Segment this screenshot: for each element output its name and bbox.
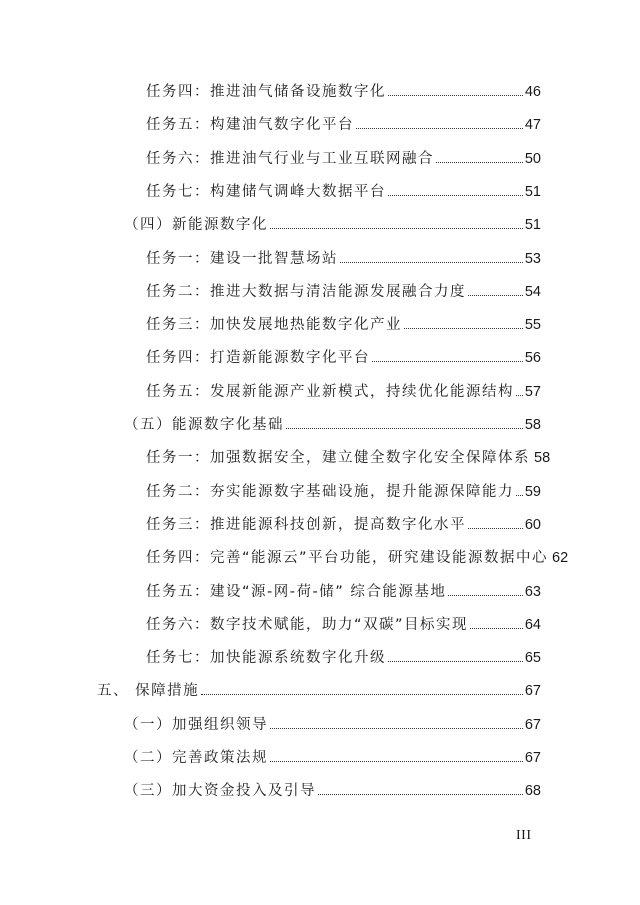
toc-entry-page: 54 bbox=[524, 283, 541, 300]
toc-dot-leader bbox=[516, 394, 523, 396]
toc-entry-label: （五）能源数字化基础 bbox=[124, 417, 284, 433]
toc-entry-page: 51 bbox=[524, 183, 541, 200]
toc-entry[interactable] bbox=[124, 779, 541, 800]
toc-entry[interactable] bbox=[146, 313, 541, 334]
toc-entry[interactable] bbox=[124, 413, 541, 434]
toc-entry[interactable] bbox=[146, 80, 541, 101]
toc-dot-leader bbox=[270, 760, 523, 762]
toc-entry-page: 67 bbox=[524, 683, 541, 700]
toc-entry-page: 67 bbox=[524, 716, 541, 733]
toc-entry-page: 47 bbox=[524, 117, 541, 134]
toc-entry-page: 51 bbox=[524, 217, 541, 234]
toc-entry-label: 五、 保障措施 bbox=[97, 683, 200, 700]
toc-dot-leader bbox=[201, 693, 523, 695]
toc-entry-page: 58 bbox=[524, 417, 541, 433]
toc-entry-page: 58 bbox=[534, 450, 551, 467]
toc-entry[interactable] bbox=[146, 613, 541, 634]
toc-dot-leader bbox=[404, 327, 523, 329]
toc-dot-leader bbox=[388, 194, 523, 196]
toc-entry-label: 任务七：构建储气调峰大数据平台 bbox=[146, 183, 386, 200]
toc-dot-leader bbox=[356, 127, 523, 129]
toc-entry[interactable] bbox=[146, 480, 541, 501]
toc-entry[interactable] bbox=[146, 147, 541, 168]
toc-entry-page: 65 bbox=[524, 650, 541, 667]
toc-dot-leader bbox=[470, 627, 523, 629]
toc-entry[interactable] bbox=[97, 679, 541, 700]
toc-entry-page: 63 bbox=[524, 583, 541, 600]
toc-entry-label: 任务六：数字技术赋能，助力“双碳”目标实现 bbox=[146, 616, 469, 633]
toc-dot-leader bbox=[286, 427, 523, 429]
toc-entry-label: 任务三：推进能源科技创新，提高数字化水平 bbox=[146, 516, 466, 533]
toc-entry-label: 任务四：打造新能源数字化平台 bbox=[146, 350, 370, 367]
toc-dot-leader bbox=[318, 793, 523, 795]
toc-entry-label: 任务四：推进油气储备设施数字化 bbox=[146, 84, 386, 100]
toc-entry-label: 任务五：建设“源-网-荷-储” 综合能源基地 bbox=[146, 583, 447, 600]
toc-entry[interactable] bbox=[124, 213, 541, 234]
toc-entry-label: 任务三：加快发展地热能数字化产业 bbox=[146, 317, 402, 334]
toc-entry-page: 67 bbox=[524, 750, 541, 766]
toc-entry[interactable] bbox=[146, 513, 541, 534]
toc-entry-label: 任务一：加强数据安全，建立健全数字化安全保障体系 bbox=[146, 450, 530, 467]
toc-entry[interactable] bbox=[124, 746, 541, 767]
toc-entry[interactable] bbox=[146, 346, 541, 367]
toc-entry-page: 64 bbox=[524, 616, 541, 633]
toc-dot-leader bbox=[270, 227, 523, 229]
toc-entry[interactable] bbox=[146, 247, 541, 268]
toc-entry-page: 46 bbox=[524, 84, 541, 100]
toc-entry[interactable] bbox=[146, 180, 541, 201]
toc-entry-label: （二）完善政策法规 bbox=[124, 750, 268, 766]
toc-dot-leader bbox=[516, 494, 523, 496]
toc-entry-label: 任务六：推进油气行业与工业互联网融合 bbox=[146, 150, 434, 167]
toc-entry[interactable] bbox=[146, 646, 541, 667]
toc-dot-leader bbox=[340, 261, 523, 263]
toc-entry-page: 56 bbox=[524, 350, 541, 367]
toc-entry-page: 53 bbox=[524, 250, 541, 267]
toc-entry-label: 任务七：加快能源系统数字化升级 bbox=[146, 650, 386, 667]
toc-dot-leader bbox=[388, 94, 523, 96]
toc-dot-leader bbox=[468, 527, 523, 529]
toc-entry[interactable] bbox=[146, 380, 541, 401]
toc-dot-leader bbox=[468, 294, 523, 296]
toc-entry-page: 68 bbox=[524, 783, 541, 800]
toc-entry-label: （一）加强组织领导 bbox=[124, 716, 268, 733]
toc-dot-leader bbox=[388, 660, 523, 662]
toc-entry[interactable] bbox=[146, 280, 541, 301]
toc-entry-page: 57 bbox=[524, 383, 541, 400]
toc-entry-page: 60 bbox=[524, 516, 541, 533]
toc-dot-leader bbox=[270, 727, 523, 729]
toc-entry[interactable] bbox=[146, 580, 541, 601]
toc-entry[interactable] bbox=[146, 446, 551, 467]
toc-entry-label: 任务五：发展新能源产业新模式，持续优化能源结构 bbox=[146, 383, 514, 400]
toc-entry-page: 50 bbox=[524, 150, 541, 167]
toc-entry[interactable] bbox=[124, 713, 541, 734]
toc-entry-label: （三）加大资金投入及引导 bbox=[124, 783, 316, 800]
toc-entry-label: （四）新能源数字化 bbox=[124, 217, 268, 234]
toc-entry-label: 任务四：完善“能源云”平台功能，研究建设能源数据中心 bbox=[146, 550, 549, 567]
toc-entry[interactable] bbox=[146, 546, 569, 567]
toc-dot-leader bbox=[372, 360, 523, 362]
toc-entry[interactable] bbox=[146, 113, 541, 134]
toc-entry-label: 任务二：推进大数据与清洁能源发展融合力度 bbox=[146, 283, 466, 300]
toc-entry-page: 55 bbox=[524, 317, 541, 334]
toc-entry-page: 62 bbox=[552, 550, 569, 567]
toc-entry-label: 任务二：夯实能源数字基础设施，提升能源保障能力 bbox=[146, 483, 514, 500]
toc-dot-leader bbox=[436, 161, 523, 163]
page-number: III bbox=[516, 828, 532, 843]
toc-entry-label: 任务一：建设一批智慧场站 bbox=[146, 250, 338, 267]
toc-entry-label: 任务五：构建油气数字化平台 bbox=[146, 117, 354, 134]
toc-entry-page: 59 bbox=[524, 483, 541, 500]
toc-dot-leader bbox=[448, 594, 523, 596]
